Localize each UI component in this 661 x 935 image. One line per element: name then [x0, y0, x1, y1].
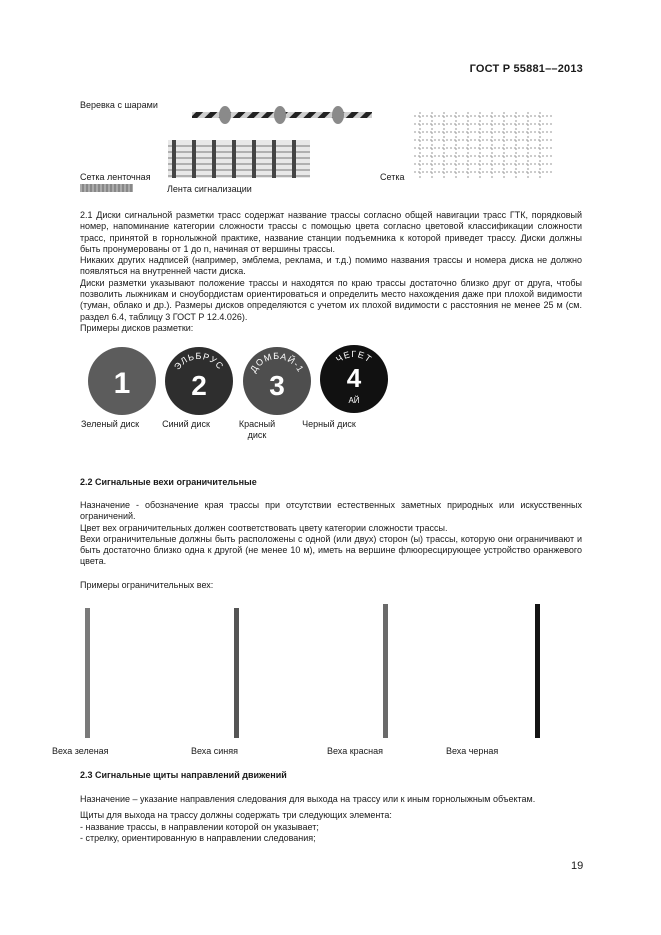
section-2-1-paragraph: Примеры дисков разметки: — [80, 322, 194, 333]
pole-green — [85, 608, 90, 738]
section-2-2-paragraph: Цвет вех ограничительных должен соответствовать цвету категории сложности трассы. — [80, 522, 448, 533]
disc-green-shape — [88, 347, 156, 415]
section-2-3-list-item: - название трассы, в направлении которой он указывает; — [80, 821, 319, 832]
ribbon-net-image — [168, 140, 310, 178]
disc-number: 4 — [346, 363, 362, 393]
disc-number: 2 — [191, 370, 207, 401]
disc-caption: Синий диск — [162, 419, 210, 429]
disc-blue — [165, 347, 233, 415]
section-2-1-paragraph: Диски разметки указывают положение трассы и находятся по краю трассы достаточно близко друг от друга, чтобы позволить лыжникам и сноубордистам ориентироваться и определить место нахождения даже при плохой видимости (туман, облако и др.). Размеры дисков определяются с учетом их плохой видимости с расстояния не менее 25 м (см. раздел 6.4, таблицу 3 ГОСТ Р 12.4.026). — [80, 277, 582, 322]
pole-black — [535, 604, 540, 738]
disc-caption: Красный диск — [238, 419, 276, 440]
ribbon-net-label: Сетка ленточная — [80, 172, 151, 182]
disc-blue-shape — [165, 347, 233, 415]
pole-blue — [234, 608, 239, 738]
section-2-3-heading: 2.3 Сигнальные щиты направлений движений — [80, 770, 287, 780]
disc-bottom-text: АЙ — [348, 396, 360, 405]
rope-with-balls-image — [190, 104, 375, 126]
section-2-2-text — [80, 500, 582, 568]
disc-number: 1 — [113, 367, 131, 400]
signal-tape-label: Лента сигнализации — [167, 184, 252, 194]
section-2-2-paragraph: Назначение - обозначение края трассы при отсутствии естественных заметных природных или искусственных ограничений. — [80, 500, 582, 522]
pole-red — [383, 604, 388, 738]
disc-arc-text: ЧЕГЕТ — [334, 348, 374, 365]
disc-green — [88, 347, 156, 415]
section-2-3-paragraph: Назначение – указание направления следования для выхода на трассу или к иным горнолыжным объектам. — [80, 794, 536, 804]
document-header: ГОСТ Р 55881––2013 — [469, 63, 583, 75]
disc-arc-text: ДОМБАЙ-1 — [248, 350, 306, 375]
disc-red — [243, 347, 311, 415]
section-2-3-paragraph: Щиты для выхода на трассу должны содержать три следующих элемента: — [80, 810, 392, 821]
disc-arc-text: ЭЛЬБРУС — [172, 350, 226, 372]
section-2-3-list-item: - стрелку, ориентированную в направлении следования; — [80, 832, 316, 843]
disc-red-shape — [243, 347, 311, 415]
disc-caption: Зеленый диск — [80, 419, 140, 429]
disc-caption: Черный диск — [302, 419, 356, 429]
section-2-1-paragraph: Никаких других надписей (например, эмблема, реклама, и т.д.) помимо названия трассы и номера диска не должно появляться на внутренней части диска. — [80, 255, 582, 277]
pole-caption: Веха синяя — [191, 746, 238, 756]
section-2-3-text — [80, 794, 582, 844]
rope-label: Веревка с шарами — [80, 100, 158, 110]
poles-examples-label: Примеры ограничительных вех: — [80, 580, 214, 590]
page-number: 19 — [571, 860, 584, 872]
pole-caption: Веха красная — [327, 746, 384, 756]
disc-black-shape — [320, 345, 388, 413]
section-2-2-paragraph: Вехи ограничительные должны быть расположены с одной (или двух) сторон (ы) трассы, которую они ограничивают и быть достаточно близко одна к другой (не менее 10 м), иметь на вершине флюоресцирующее устройство оранжевого цвета. — [80, 533, 582, 567]
pole-caption: Веха зеленая — [52, 746, 109, 756]
disc-number: 3 — [269, 370, 285, 401]
disc-black — [320, 345, 388, 413]
signal-tape-image — [80, 184, 133, 192]
grid-net-image — [414, 112, 552, 180]
section-2-1-paragraph: 2.1 Диски сигнальной разметки трасс содержат название трассы согласно общей навигации трасс ГТК, порядковый номер, напоминание категории сложности трассы с помощью цвета согласно цветовой классификации сложности трасс, принятой в горнолыжной практике, название станции подъемника к которой приведет трассу. Диски должны быть пронумерованы от 1 до n, начиная от вершины трассы. — [80, 210, 582, 254]
pole-caption: Веха черная — [446, 746, 499, 756]
section-2-2-heading: 2.2 Сигнальные вехи ограничительные — [80, 477, 257, 487]
grid-net-label: Сетка — [380, 172, 405, 182]
section-2-1-text — [80, 210, 582, 334]
